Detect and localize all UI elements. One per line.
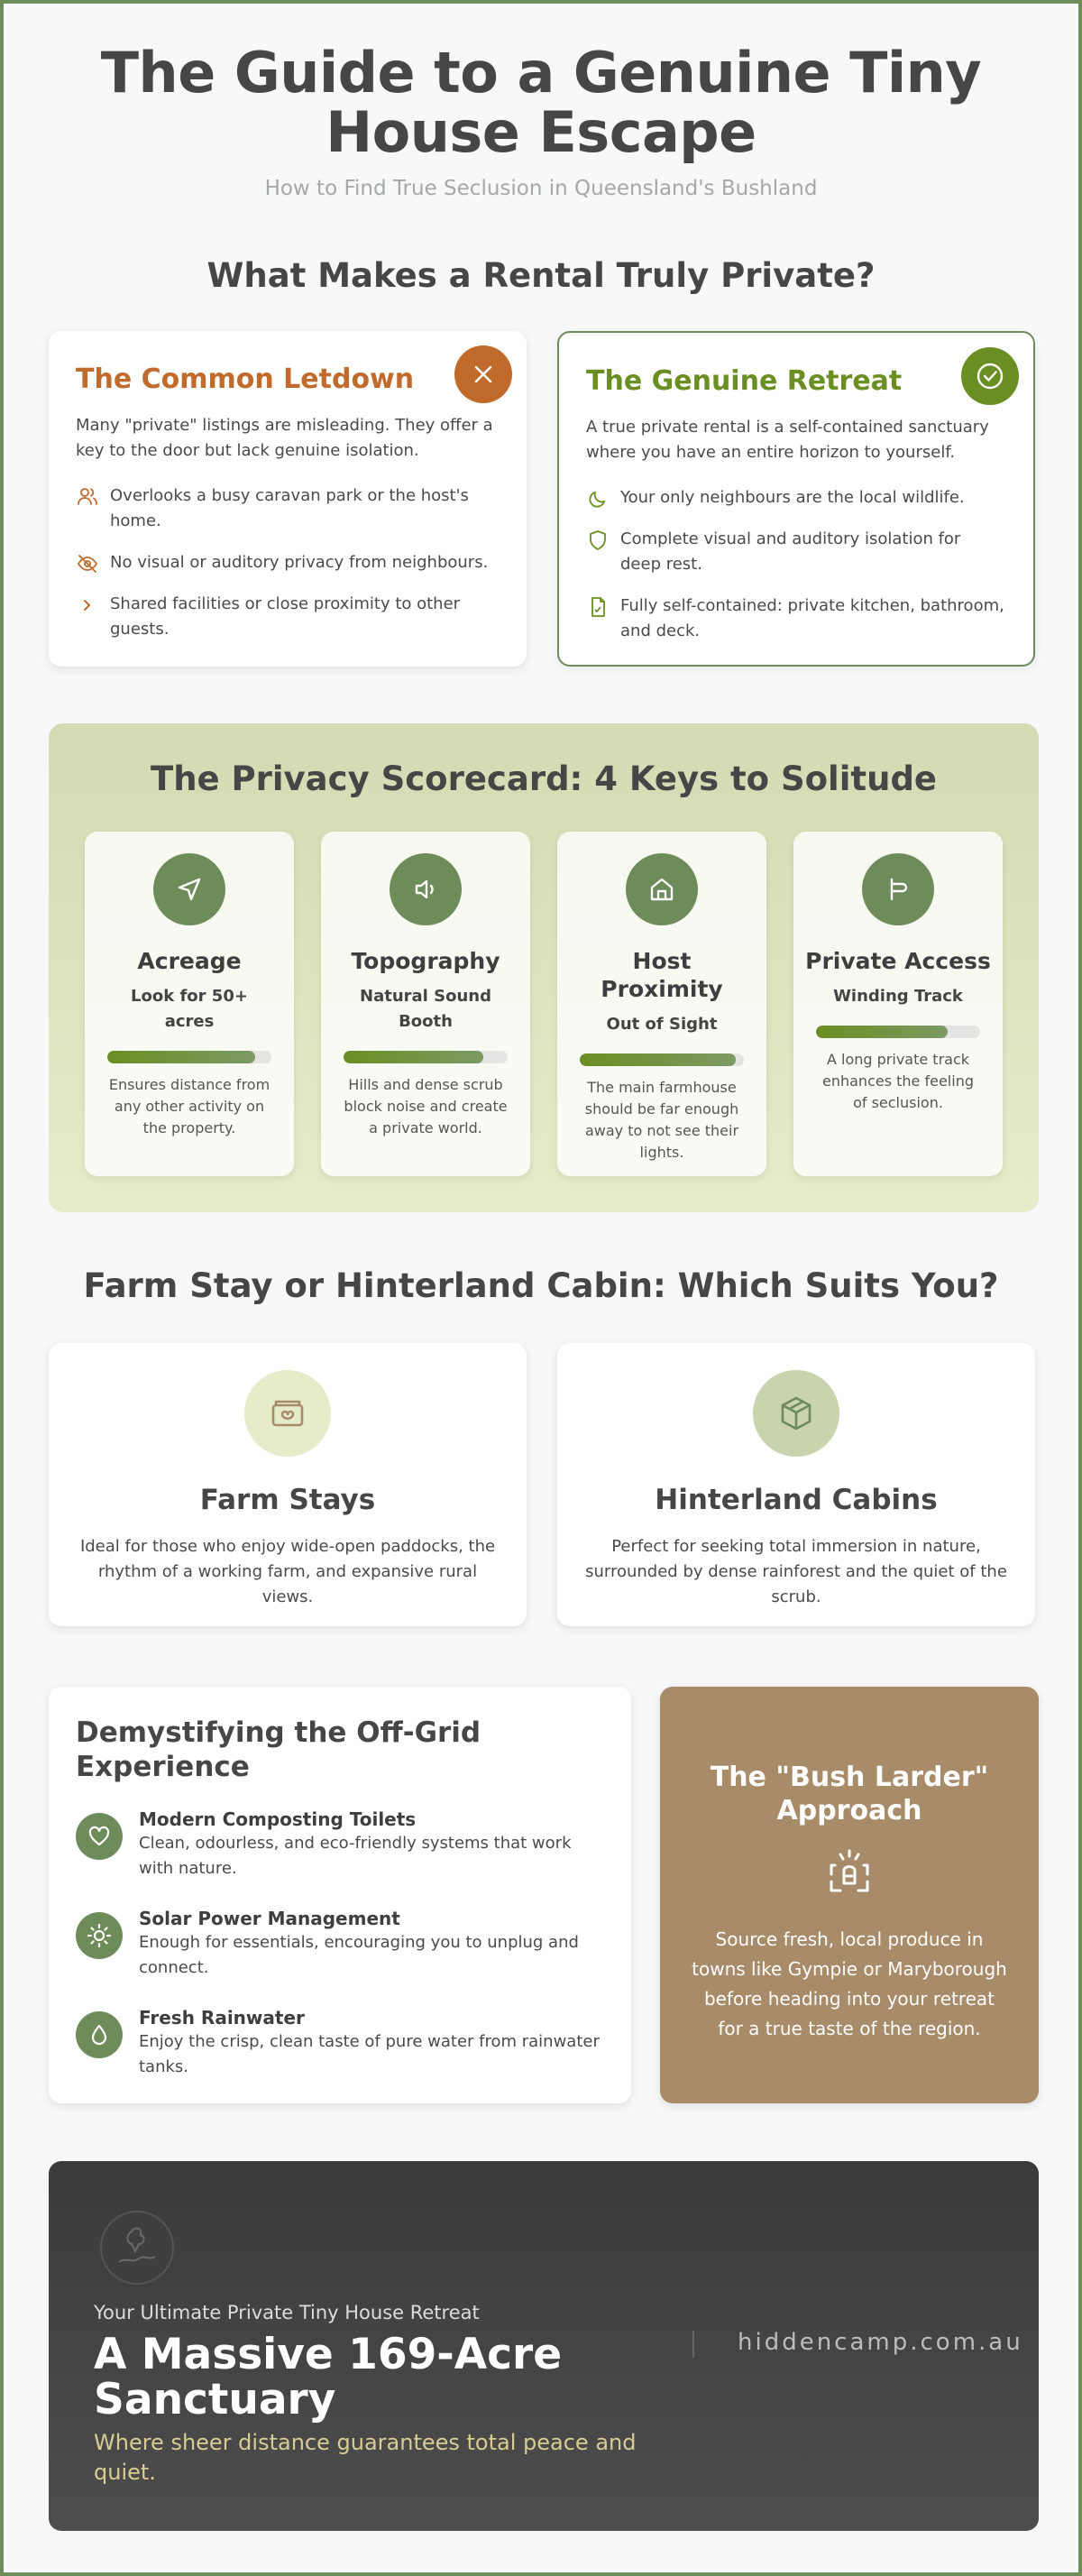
score-key-target: Natural Sound Booth <box>360 987 491 1031</box>
off-grid-item-text: Clean, odourless, and eco-friendly systems that work with nature. <box>139 1834 572 1878</box>
off-grid-item-title: Modern Composting Toilets <box>139 1808 417 1830</box>
flag-icon <box>862 853 934 925</box>
off-grid-title: Demystifying the Off-Grid Experience <box>76 1716 481 1783</box>
list-item: No visual or auditory privacy from neighbours. <box>76 550 500 575</box>
off-grid-card <box>49 1687 631 2103</box>
retreat-description: A true private rental is a self-contained sanctuary where you have an entire horizon to yourself. <box>586 418 989 462</box>
footer-kicker: Your Ultimate Private Tiny House Retreat <box>94 2302 480 2323</box>
letdown-description: Many "private" listings are misleading. They offer a key to the door but lack genuine isolation. <box>76 416 493 460</box>
bush-larder-title: The "Bush Larder" Approach <box>710 1762 989 1826</box>
score-key-note: Hills and dense scrub block noise and create a private world. <box>344 1076 508 1136</box>
home-icon <box>626 853 698 925</box>
score-bar <box>344 1051 508 1063</box>
off-grid-item <box>76 1907 604 1981</box>
bush-larder-text: Source fresh, local produce in towns like Gympie or Maryborough before heading into your retreat for a true taste of the region. <box>692 1928 1007 2039</box>
list-item: Overlooks a busy caravan park or the host's home. <box>76 483 500 534</box>
off-grid-item <box>76 2006 604 2080</box>
score-key-host-proximity <box>557 832 766 1176</box>
header <box>4 40 1078 200</box>
letdown-card <box>49 331 527 667</box>
retreat-title: The Genuine Retreat <box>586 365 903 397</box>
off-grid-item-text: Enough for essentials, encouraging you to unplug and connect. <box>139 1933 579 1977</box>
score-bar-fill <box>344 1051 483 1063</box>
close-icon <box>454 345 512 403</box>
sun-icon <box>76 1912 123 1959</box>
score-key-note: The main farmhouse should be far enough away to not see their lights. <box>584 1079 739 1161</box>
barn-icon <box>244 1370 331 1457</box>
speaker-icon <box>390 853 462 925</box>
list-item: Your only neighbours are the local wildlife. <box>586 485 1006 511</box>
score-key-name: Private Access <box>805 948 991 974</box>
score-key-target: Look for 50+ acres <box>131 987 248 1031</box>
heart-icon <box>76 1813 123 1860</box>
score-key-name: Topography <box>351 948 500 974</box>
off-grid-item-text: Enjoy the crisp, clean taste of pure water from rainwater tanks. <box>139 2032 600 2076</box>
off-grid-item-title: Solar Power Management <box>139 1908 400 1929</box>
droplet-icon <box>76 2011 123 2058</box>
check-circle-icon <box>961 347 1019 405</box>
footer-divider <box>692 2331 694 2358</box>
letdown-list <box>76 483 500 642</box>
hinterland-cabins-card <box>557 1343 1035 1626</box>
farm-stays-title: Farm Stays <box>199 1484 376 1516</box>
page-subtitle: How to Find True Seclusion in Queensland's Bushland <box>264 177 818 200</box>
list-item: Shared facilities or close proximity to other guests. <box>76 592 500 642</box>
score-bar <box>107 1051 271 1063</box>
retreat-list <box>586 485 1006 644</box>
retreat-card <box>557 331 1035 667</box>
hinterland-cabins-title: Hinterland Cabins <box>655 1484 938 1516</box>
eye-off-icon <box>76 552 99 575</box>
list-item: Fully self-contained: private kitchen, bathroom, and deck. <box>586 593 1006 644</box>
navigation-icon <box>153 853 225 925</box>
score-key-private-access <box>793 832 1003 1176</box>
score-key-name: Acreage <box>137 948 242 974</box>
page-title: The Guide to a Genuine Tiny House Escape <box>100 40 982 165</box>
score-bar <box>580 1053 744 1066</box>
footer-tagline: Where sheer distance guarantees total peace and quiet. <box>94 2430 637 2485</box>
bush-larder-card <box>660 1687 1039 2103</box>
score-bar-fill <box>816 1026 948 1038</box>
website-link[interactable]: hiddencamp.com.au <box>738 2329 1023 2356</box>
shield-icon <box>586 529 610 552</box>
chevron-right-icon <box>76 593 99 617</box>
hinterland-cabins-text: Perfect for seeking total immersion in nature, surrounded by dense rainforest and the quiet of the scrub. <box>585 1537 1007 1606</box>
people-icon <box>76 485 99 509</box>
score-bar-fill <box>580 1053 736 1066</box>
section-title-compare: Farm Stay or Hinterland Cabin: Which Suits You? <box>83 1266 999 1305</box>
cube-icon <box>753 1370 839 1457</box>
score-key-target: Winding Track <box>833 987 963 1006</box>
score-key-name: Host Proximity <box>601 948 723 1002</box>
score-key-topography <box>321 832 530 1176</box>
section-title-privacy: What Makes a Rental Truly Private? <box>206 256 876 295</box>
score-key-note: A long private track enhances the feeling of seclusion. <box>822 1051 974 1111</box>
document-icon <box>586 595 610 619</box>
produce-icon <box>821 1844 878 1901</box>
privacy-scorecard <box>49 723 1039 1212</box>
farm-stays-card <box>49 1343 527 1626</box>
score-key-acreage <box>85 832 294 1176</box>
off-grid-item <box>76 1808 604 1881</box>
footer-headline: A Massive 169-Acre Sanctuary <box>94 2330 563 2424</box>
scorecard-title: The Privacy Scorecard: 4 Keys to Solitude <box>150 759 938 798</box>
brand-logo <box>99 2210 175 2286</box>
off-grid-item-title: Fresh Rainwater <box>139 2007 305 2029</box>
score-bar <box>816 1026 980 1038</box>
score-key-note: Ensures distance from any other activity on the property. <box>108 1076 270 1136</box>
score-key-target: Out of Sight <box>606 1015 718 1034</box>
list-item: Complete visual and auditory isolation for deep rest. <box>586 527 1006 577</box>
moon-icon <box>586 487 610 511</box>
footer-banner <box>49 2161 1039 2531</box>
score-bar-fill <box>107 1051 255 1063</box>
farm-stays-text: Ideal for those who enjoy wide-open paddocks, the rhythm of a working farm, and expansive rural views. <box>79 1537 496 1606</box>
letdown-title: The Common Letdown <box>76 363 415 395</box>
